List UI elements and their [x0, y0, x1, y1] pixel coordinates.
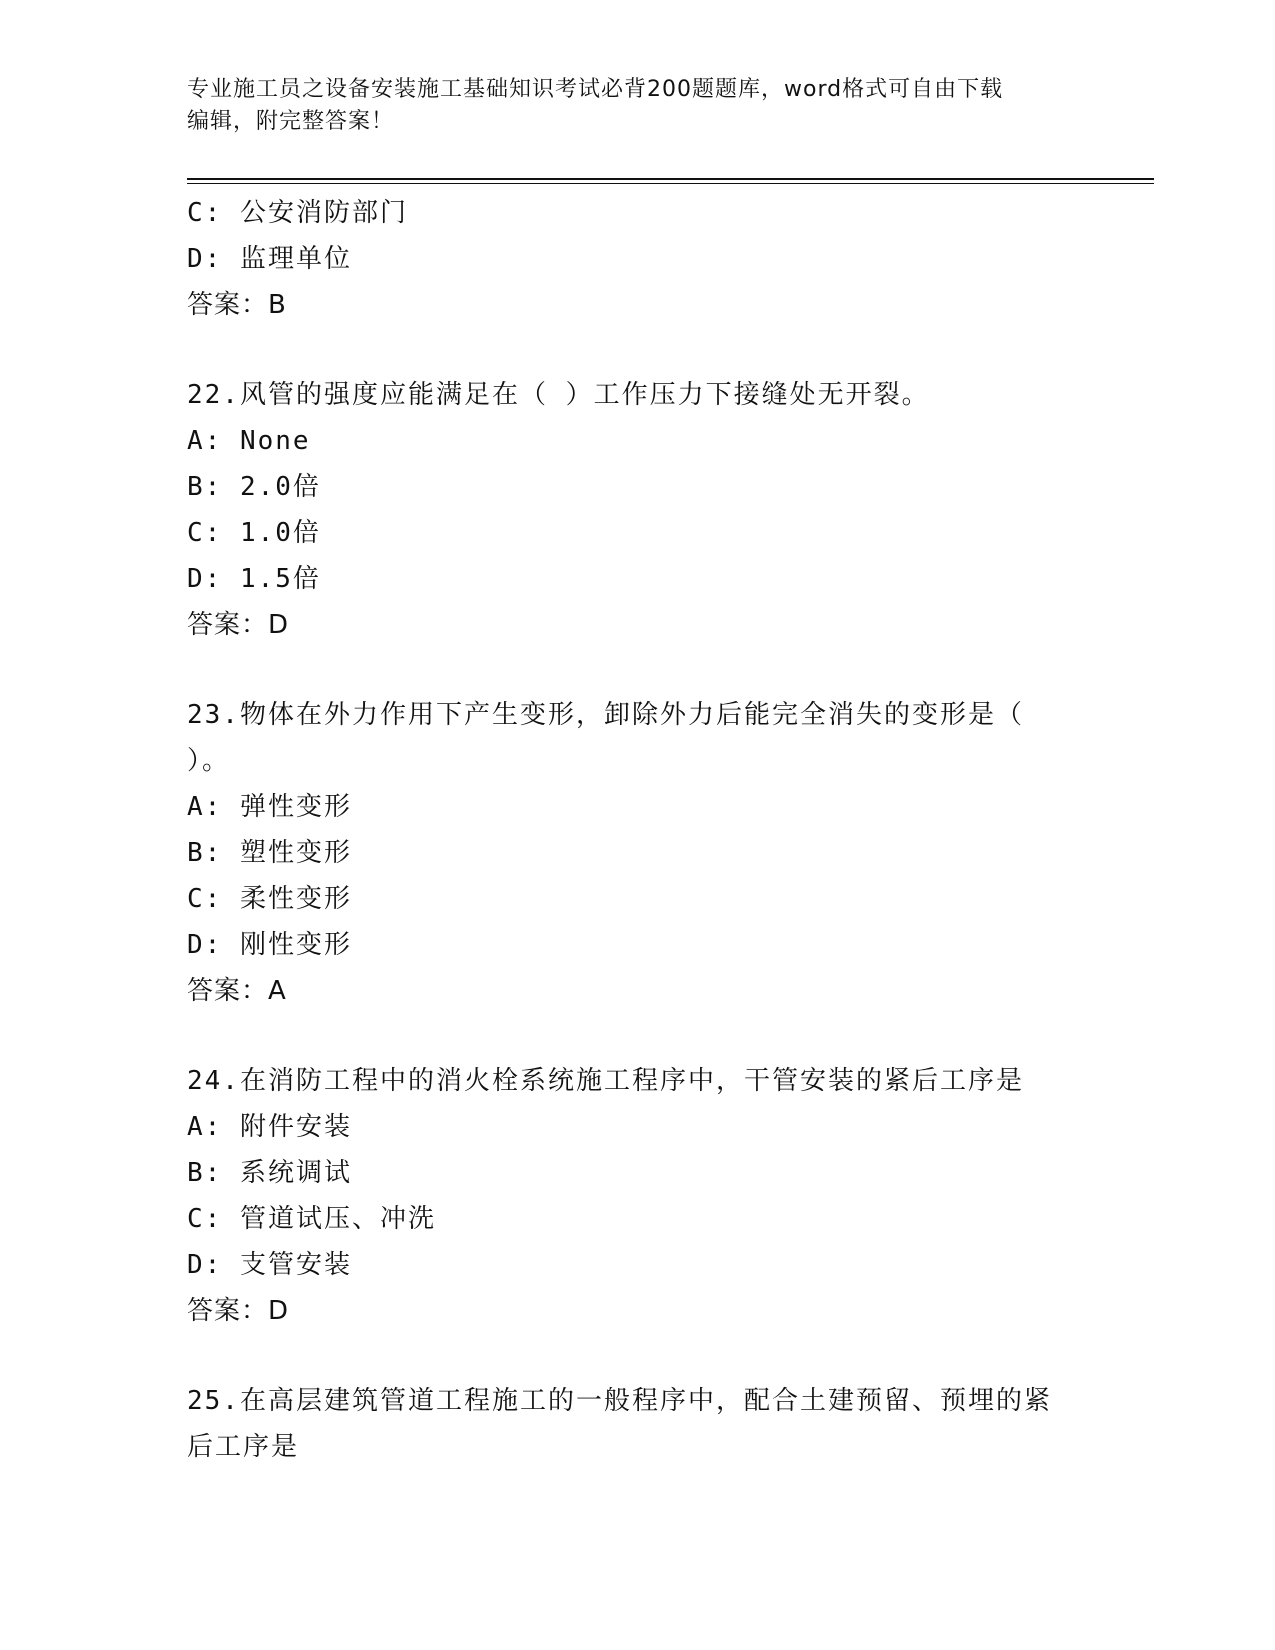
answer: 答案：D	[187, 610, 290, 640]
question-text: 22.风管的强度应能满足在（ ）工作压力下接缝处无开裂。	[187, 380, 930, 410]
option-b: B: 2.0倍	[187, 472, 321, 502]
answer: 答案：D	[187, 1296, 290, 1326]
question-23	[187, 692, 1087, 1014]
header-title-line2: 编辑，附完整答案！	[187, 109, 395, 134]
question-22	[187, 372, 1087, 648]
answer: 答案：B	[187, 290, 287, 320]
question-text-line1: 23.物体在外力作用下产生变形，卸除外力后能完全消失的变形是（	[187, 700, 1024, 730]
option-d: D: 支管安装	[187, 1250, 352, 1280]
option-a: A: 附件安装	[187, 1112, 352, 1142]
option-c: C: 柔性变形	[187, 884, 352, 914]
option-c: C: 1.0倍	[187, 518, 321, 548]
question-24	[187, 1058, 1087, 1334]
option-b: B: 塑性变形	[187, 838, 352, 868]
option-d: D: 刚性变形	[187, 930, 352, 960]
question-text-line2: ）。	[187, 746, 231, 776]
option-a: A: None	[187, 426, 311, 456]
question-21-tail	[187, 190, 1087, 328]
header-rule-thin	[187, 183, 1154, 184]
option-c: C: 管道试压、冲洗	[187, 1204, 436, 1234]
question-list	[187, 190, 1087, 1470]
question-text-line2: 后工序是	[187, 1432, 300, 1462]
header-rule-thick	[187, 178, 1154, 180]
option-a: A: 弹性变形	[187, 792, 352, 822]
option-d: D: 监理单位	[187, 244, 352, 274]
option-d: D: 1.5倍	[187, 564, 321, 594]
document-header	[187, 74, 1067, 138]
option-c: C: 公安消防部门	[187, 198, 408, 228]
option-b: B: 系统调试	[187, 1158, 352, 1188]
header-title-line1: 专业施工员之设备安装施工基础知识考试必背200题题库，word格式可自由下载	[187, 77, 1004, 102]
answer: 答案：A	[187, 976, 287, 1006]
question-text-line1: 25.在高层建筑管道工程施工的一般程序中，配合土建预留、预埋的紧	[187, 1386, 1052, 1416]
question-25	[187, 1378, 1087, 1470]
question-text: 24.在消防工程中的消火栓系统施工程序中，干管安装的紧后工序是	[187, 1066, 1024, 1096]
